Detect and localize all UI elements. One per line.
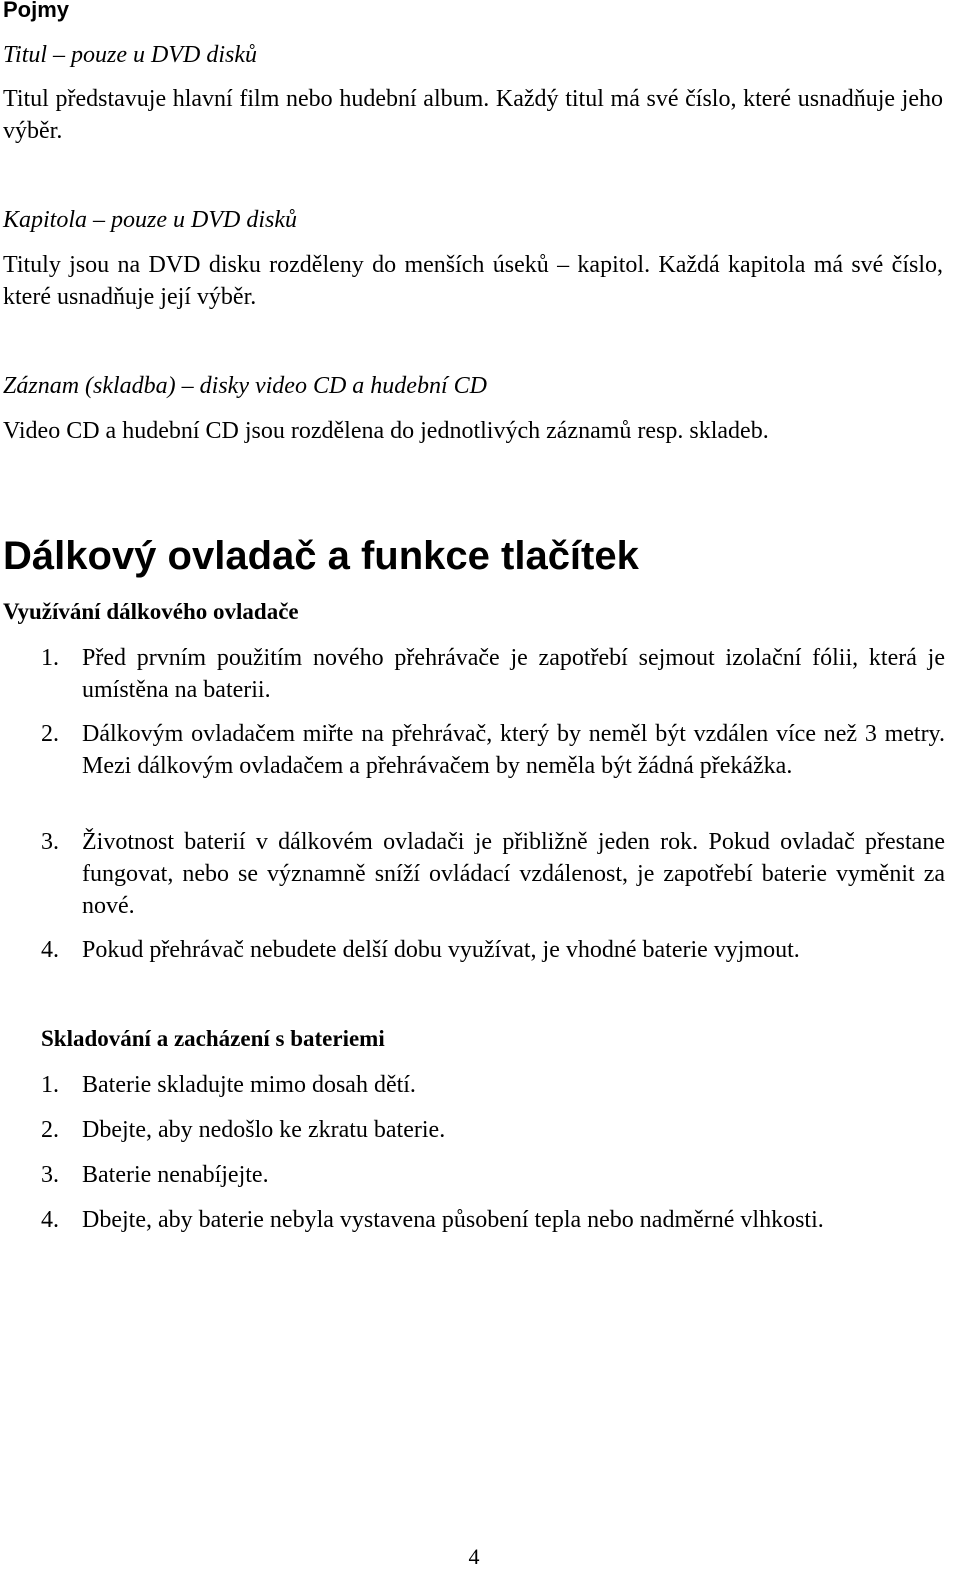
term-text-zaznam: Video CD a hudební CD jsou rozdělena do jednotlivých záznamů resp. skladeb.: [3, 418, 769, 444]
page-number: 4: [468, 1544, 480, 1569]
usage-subheading: Využívání dálkového ovladače: [3, 599, 299, 624]
list-number: 4.: [41, 937, 59, 963]
list-text: Před prvním použitím nového přehrávače je zapotřebí sejmout izolační fólii, která je umístěna na baterii.: [82, 645, 945, 703]
term-title-kapitola: Kapitola – pouze u DVD disků: [3, 207, 297, 233]
term-title-zaznam: Záznam (skladba) – disky video CD a hudební CD: [3, 373, 487, 399]
list-number: 3.: [41, 829, 59, 855]
storage-subheading: Skladování a zacházení s bateriemi: [41, 1026, 385, 1051]
list-number: 2.: [41, 721, 59, 747]
list-text: Dbejte, aby nedošlo ke zkratu baterie.: [82, 1117, 446, 1143]
list-text: Pokud přehrávač nebudete delší dobu využívat, je vhodné baterie vyjmout.: [82, 937, 800, 963]
term-title-titul: Titul – pouze u DVD disků: [3, 42, 258, 68]
list-text: Baterie nenabíjejte.: [82, 1162, 269, 1188]
term-text-kapitola: Tituly jsou na DVD disku rozděleny do menších úseků – kapitol. Každá kapitola má své číslo, které usnadňuje její výběr.: [3, 252, 943, 310]
list-text: Dálkovým ovladačem miřte na přehrávač, který by neměl být vzdálen více než 3 metry. Mezi dálkovým ovladačem a přehrávačem by neměla být žádná překážka.: [82, 721, 945, 779]
list-number: 1.: [41, 645, 59, 671]
list-text: Životnost baterií v dálkovém ovladači je přibližně jeden rok. Pokud ovladač přestane fungovat, nebo se významně sníží ovládací vzdálenost, je zapotřebí baterie vyměnit za nové.: [82, 829, 945, 919]
remote-section-heading: Dálkový ovladač a funkce tlačítek: [3, 534, 639, 578]
term-text-titul: Titul představuje hlavní film nebo hudební album. Každý titul má své číslo, které usnadňuje jeho výběr.: [3, 86, 943, 144]
list-number: 3.: [41, 1162, 59, 1188]
terms-heading: Pojmy: [3, 0, 70, 22]
list-text: Baterie skladujte mimo dosah dětí.: [82, 1072, 416, 1098]
list-text: Dbejte, aby baterie nebyla vystavena působení tepla nebo nadměrné vlhkosti.: [82, 1207, 824, 1233]
list-number: 4.: [41, 1207, 59, 1233]
list-number: 2.: [41, 1117, 59, 1143]
list-number: 1.: [41, 1072, 59, 1098]
